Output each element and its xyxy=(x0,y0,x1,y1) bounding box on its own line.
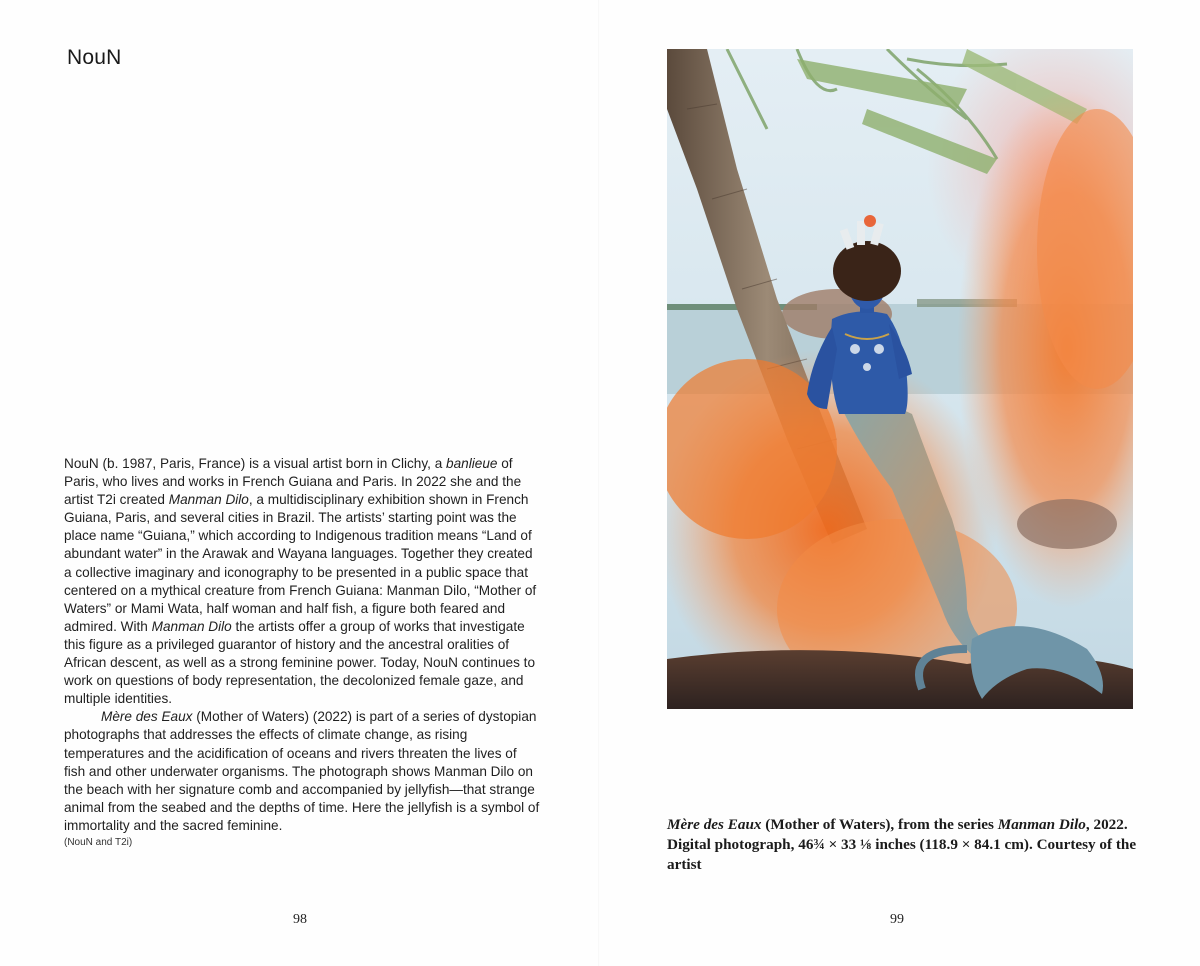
page-number-left: 98 xyxy=(293,912,307,927)
artist-biography xyxy=(64,455,540,851)
artist-name-heading: NouN xyxy=(67,46,122,69)
right-page xyxy=(600,0,1200,966)
mermaid-photo-illustration xyxy=(667,49,1133,709)
biography-paragraph-2: Mère des Eaux (Mother of Waters) (2022) is part of a series of dystopian photographs that addresses the effects of climate change, as rising temperatures and the acidification of oceans and rivers threaten the lives of fish and other underwater organisms. The photograph shows Manman Dilo on the beach with her signature comb and accompanied by jellyfish—that strange animal from the seabed and the depths of time. Here the jellyfish is a symbol of immortality and the sacred feminine. xyxy=(64,709,540,833)
biography-paragraph-1: NouN (b. 1987, Paris, France) is a visual artist born in Clichy, a banlieue of Paris, who lives and works in French Guiana and Paris. In 2022 she and the artist T2i created Manman Dilo, a multidisciplinary exhibition shown in French Guiana, Paris, and several cities in Brazil. The artists’ starting point was the place name “Guiana,” which according to Indigenous tradition means “Land of abundant water” in the Arawak and Wayana languages. Together they created a collective imaginary and iconography to be presented in a public space that centered on a mythical creature from French Guiana: Manman Dilo, “Mother of Waters” or Mami Wata, half woman and half fish, a figure both feared and admired. With Manman Dilo the artists offer a group of works that investigate this figure as a privileged guarantor of history and the ancestral oralities of African descent, as well as a strong feminine power. Today, NouN continues to work on questions of body representation, the decolonized female gaze, and multiple identities. xyxy=(64,456,537,707)
artwork-photograph xyxy=(667,49,1133,709)
page-number-right: 99 xyxy=(890,912,904,927)
artwork-caption: Mère des Eaux (Mother of Waters), from the series Manman Dilo, 2022. Digital photograph, 46¾ × 33 ⅛ inches (118.9 × 84.1 cm). Courtesy of the artist xyxy=(667,816,1137,873)
text-credit: (NouN and T2i) xyxy=(64,836,133,848)
